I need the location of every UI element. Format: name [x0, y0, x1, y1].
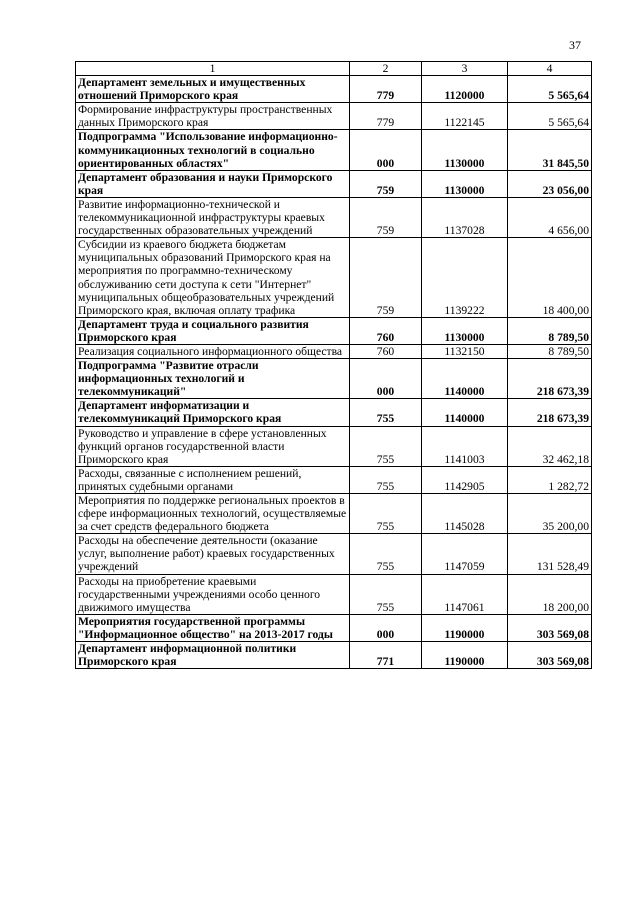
- row-csr: 1140000: [422, 359, 508, 399]
- row-csr: 1139222: [422, 238, 508, 318]
- row-sum: 131 528,49: [508, 534, 592, 574]
- row-name: Мероприятия по поддержке региональных проектов в сфере информационных технологий, осуществляемые за счет средств федерального бюджета: [76, 494, 350, 534]
- row-sum: 4 656,00: [508, 197, 592, 237]
- row-csr: 1140000: [422, 399, 508, 426]
- row-name: Департамент информационной политики Приморского края: [76, 642, 350, 669]
- row-sum: 218 673,39: [508, 399, 592, 426]
- table-row: [76, 614, 592, 641]
- row-code: 755: [350, 466, 422, 493]
- row-code: 771: [350, 642, 422, 669]
- row-name: Департамент земельных и имущественных отношений Приморского края: [76, 76, 350, 103]
- row-code: 755: [350, 399, 422, 426]
- row-name: Формирование инфраструктуры пространственных данных Приморского края: [76, 103, 350, 130]
- table-row: [76, 426, 592, 466]
- table-row: [76, 534, 592, 574]
- row-csr: 1120000: [422, 76, 508, 103]
- row-name: Департамент труда и социального развития Приморского края: [76, 317, 350, 344]
- header-row: [76, 62, 592, 76]
- row-csr: 1141003: [422, 426, 508, 466]
- table-row: [76, 399, 592, 426]
- table-row: [76, 103, 592, 130]
- table-row: [76, 359, 592, 399]
- row-sum: 18 400,00: [508, 238, 592, 318]
- row-name: Руководство и управление в сфере установленных функций органов государственной власти Приморского края: [76, 426, 350, 466]
- column-header-1: 1: [76, 62, 350, 76]
- row-sum: 8 789,50: [508, 317, 592, 344]
- column-header-4: 4: [508, 62, 592, 76]
- row-name: Подпрограмма "Использование информационно-коммуникационных технологий в социально ориентированных областях": [76, 130, 350, 170]
- row-code: 759: [350, 170, 422, 197]
- table-row: [76, 494, 592, 534]
- row-name: Развитие информационно-технической и телекоммуникационной инфраструктуры краевых государственных образовательных учреждений: [76, 197, 350, 237]
- column-header-2: 2: [350, 62, 422, 76]
- row-sum: 218 673,39: [508, 359, 592, 399]
- row-code: 755: [350, 534, 422, 574]
- row-code: 000: [350, 359, 422, 399]
- row-csr: 1122145: [422, 103, 508, 130]
- row-sum: 5 565,64: [508, 76, 592, 103]
- row-sum: 18 200,00: [508, 574, 592, 614]
- row-name: Департамент образования и науки Приморского края: [76, 170, 350, 197]
- row-code: 760: [350, 317, 422, 344]
- row-name: Реализация социального информационного общества: [76, 344, 350, 358]
- row-sum: 32 462,18: [508, 426, 592, 466]
- table-row: [76, 574, 592, 614]
- budget-table-body: [76, 62, 592, 669]
- row-sum: 5 565,64: [508, 103, 592, 130]
- row-csr: 1190000: [422, 642, 508, 669]
- table-row: [76, 466, 592, 493]
- table-row: [76, 344, 592, 358]
- row-sum: 35 200,00: [508, 494, 592, 534]
- row-name: Мероприятия государственной программы "Информационное общество" на 2013-2017 годы: [76, 614, 350, 641]
- table-row: [76, 76, 592, 103]
- row-name: Расходы на обеспечение деятельности (оказание услуг, выполнение работ) краевых государственных учреждений: [76, 534, 350, 574]
- page-number: 37: [569, 38, 581, 52]
- row-code: 000: [350, 130, 422, 170]
- row-code: 779: [350, 76, 422, 103]
- row-sum: 23 056,00: [508, 170, 592, 197]
- table-row: [76, 642, 592, 669]
- row-csr: 1142905: [422, 466, 508, 493]
- row-csr: 1147059: [422, 534, 508, 574]
- row-code: 759: [350, 238, 422, 318]
- row-sum: 303 569,08: [508, 642, 592, 669]
- table-row: [76, 197, 592, 237]
- row-csr: 1147061: [422, 574, 508, 614]
- row-code: 755: [350, 426, 422, 466]
- column-header-3: 3: [422, 62, 508, 76]
- row-sum: 303 569,08: [508, 614, 592, 641]
- row-csr: 1132150: [422, 344, 508, 358]
- row-csr: 1145028: [422, 494, 508, 534]
- row-name: Департамент информатизации и телекоммуникаций Приморского края: [76, 399, 350, 426]
- row-csr: 1137028: [422, 197, 508, 237]
- table-row: [76, 130, 592, 170]
- row-code: 759: [350, 197, 422, 237]
- table-row: [76, 238, 592, 318]
- row-code: 755: [350, 494, 422, 534]
- row-csr: 1130000: [422, 170, 508, 197]
- row-sum: 1 282,72: [508, 466, 592, 493]
- row-csr: 1130000: [422, 130, 508, 170]
- row-name: Расходы на приобретение краевыми государственными учреждениями особо ценного движимого имущества: [76, 574, 350, 614]
- table-row: [76, 170, 592, 197]
- row-name: Подпрограмма "Развитие отрасли информационных технологий и телекоммуникаций": [76, 359, 350, 399]
- row-code: 755: [350, 574, 422, 614]
- table-row: [76, 317, 592, 344]
- row-code: 779: [350, 103, 422, 130]
- row-name: Расходы, связанные с исполнением решений, принятых судебными органами: [76, 466, 350, 493]
- row-sum: 31 845,50: [508, 130, 592, 170]
- row-code: 760: [350, 344, 422, 358]
- row-csr: 1130000: [422, 317, 508, 344]
- row-code: 000: [350, 614, 422, 641]
- row-name: Субсидии из краевого бюджета бюджетам муниципальных образований Приморского края на мероприятия по программно-техническому обслуживанию сети доступа к сети "Интернет" муниципальных общеобразовательных учреждений Приморского края, включая оплату трафика: [76, 238, 350, 318]
- row-sum: 8 789,50: [508, 344, 592, 358]
- budget-table: [75, 61, 592, 669]
- row-csr: 1190000: [422, 614, 508, 641]
